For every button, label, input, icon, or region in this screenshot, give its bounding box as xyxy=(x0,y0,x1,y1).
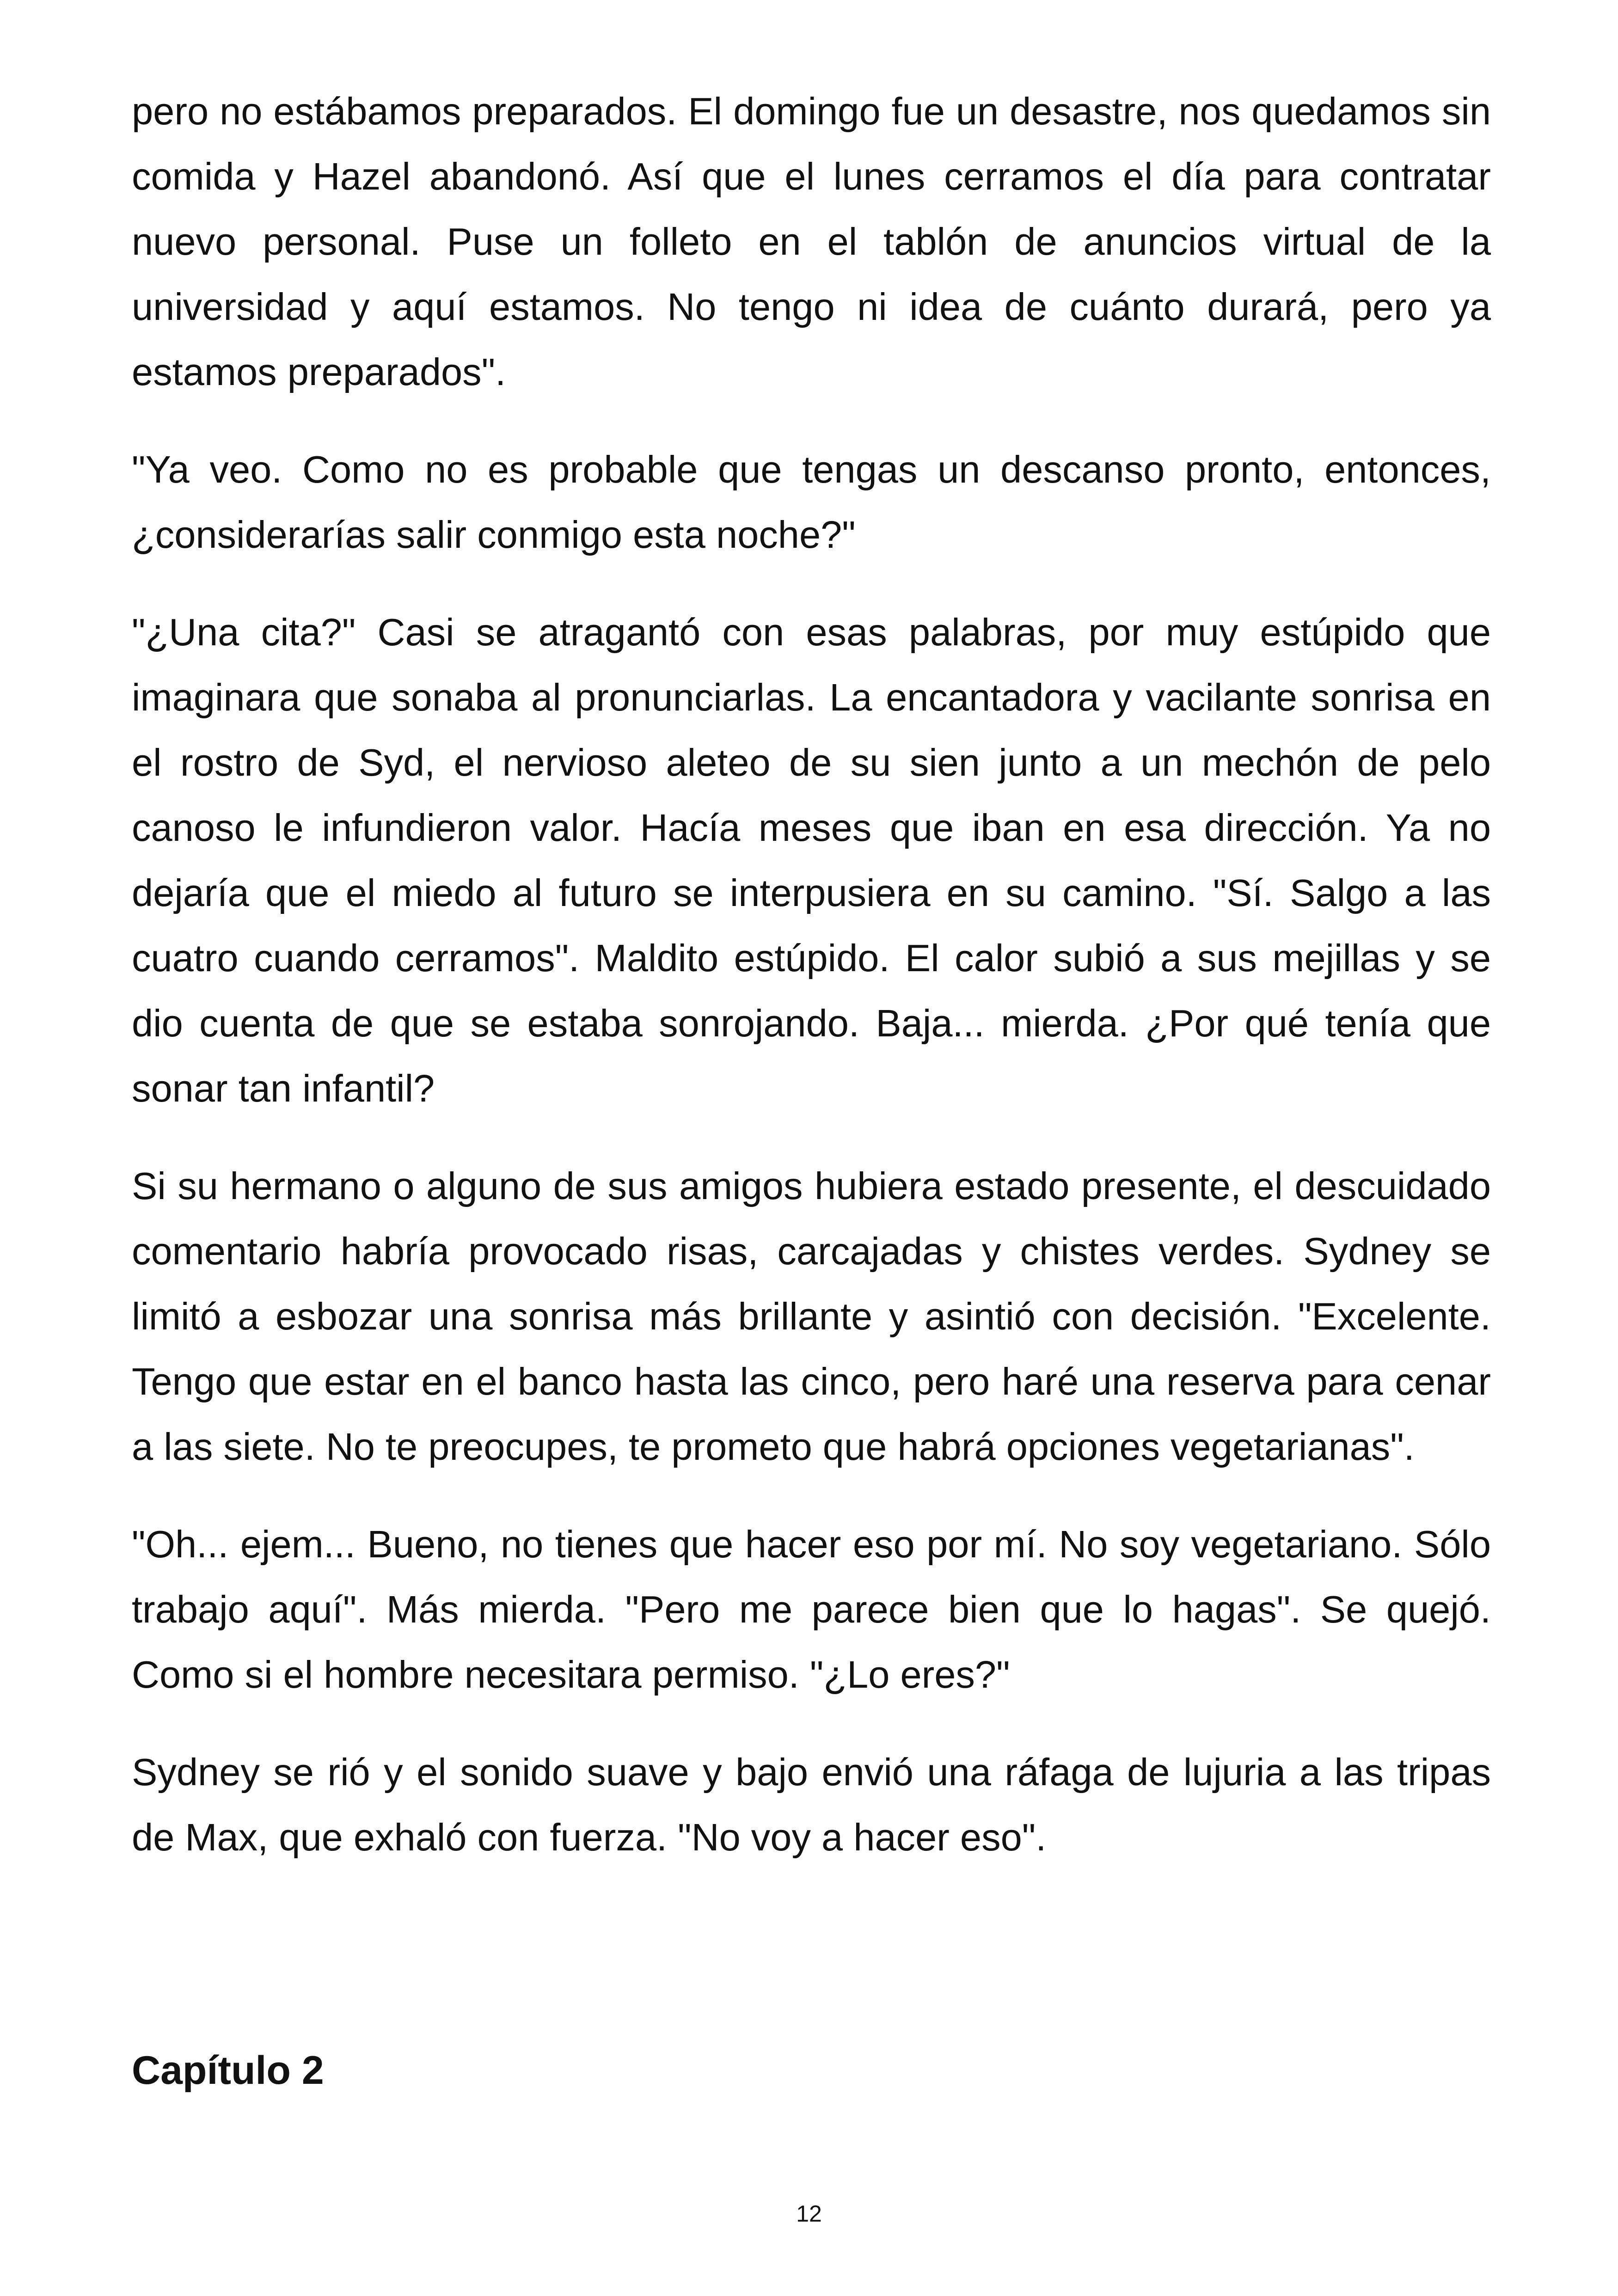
page-number: 12 xyxy=(796,2201,822,2227)
chapter-heading: Capítulo 2 xyxy=(132,2048,324,2093)
paragraph-1: pero no estábamos preparados. El domingo fue un desastre, nos quedamos sin comida y Hazel abandonó. Así que el lunes cerramos el día para contratar nuevo personal. Puse un folleto en el tablón de anuncios virtual de la universidad y aquí estamos. No tengo ni idea de cuánto durará, pero ya estamos preparados". xyxy=(132,90,1491,393)
paragraph-2: "Ya veo. Como no es probable que tengas un descanso pronto, entonces, ¿considerarías salir conmigo esta noche?" xyxy=(132,448,1491,556)
paragraph-5: "Oh... ejem... Bueno, no tienes que hacer eso por mí. No soy vegetariano. Sólo trabajo aquí". Más mierda. "Pero me parece bien que lo hagas". Se quejó. Como si el hombre necesitara permiso. "¿Lo eres?" xyxy=(132,1523,1491,1696)
paragraph-3: "¿Una cita?" Casi se atragantó con esas palabras, por muy estúpido que imaginara que sonaba al pronunciarlas. La encantadora y vacilante sonrisa en el rostro de Syd, el nervioso aleteo de su sien junto a un mechón de pelo canoso le infundieron valor. Hacía meses que iban en esa dirección. Ya no dejaría que el miedo al futuro se interpusiera en su camino. "Sí. Salgo a las cuatro cuando cerramos". Maldito estúpido. El calor subió a sus mejillas y se dio cuenta de que se estaba sonrojando. Baja... mierda. ¿Por qué tenía que sonar tan infantil? xyxy=(132,611,1491,1110)
paragraph-6: Sydney se rió y el sonido suave y bajo envió una ráfaga de lujuria a las tripas de Max, que exhaló con fuerza. "No voy a hacer eso". xyxy=(132,1751,1491,1859)
paragraph-4: Si su hermano o alguno de sus amigos hubiera estado presente, el descuidado comentario habría provocado risas, carcajadas y chistes verdes. Sydney se limitó a esbozar una sonrisa más brillante y asintió con decisión. "Excelente. Tengo que estar en el banco hasta las cinco, pero haré una reserva para cenar a las siete. No te preocupes, te prometo que habrá opciones vegetarianas". xyxy=(132,1164,1491,1468)
page-body xyxy=(132,79,1491,1902)
